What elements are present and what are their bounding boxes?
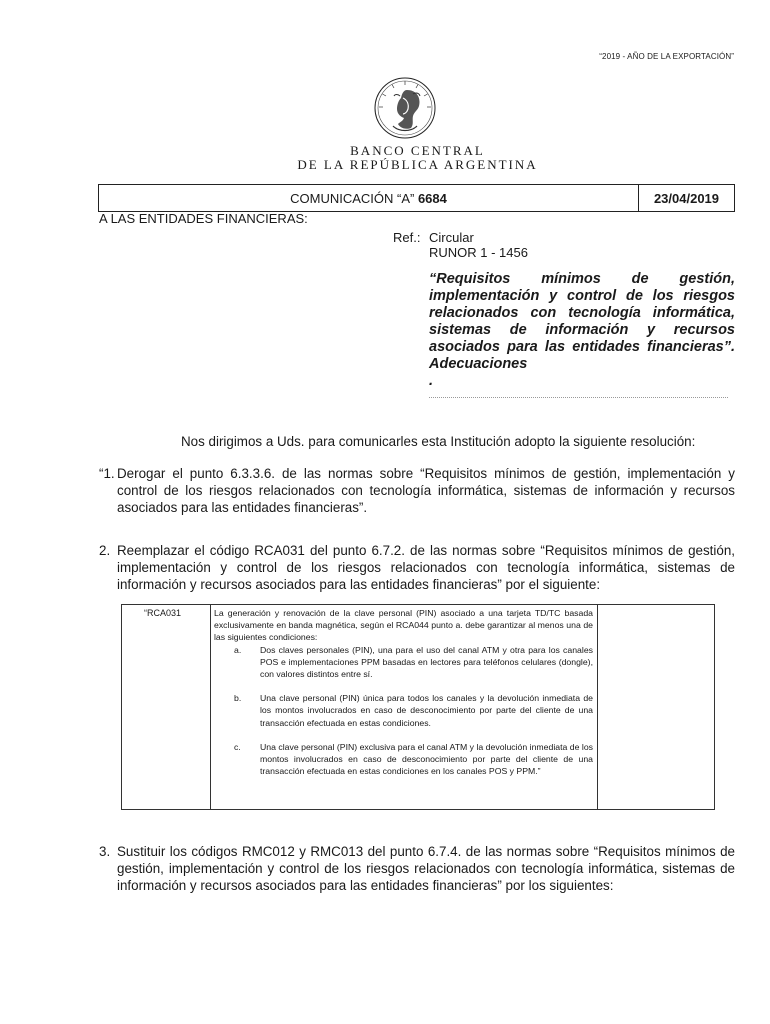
paragraph-text: Derogar el punto 6.3.3.6. de las normas sobre “Requisitos mínimos de gestión, implementación y control de los riesgos relacionados con tecnología informática, sistemas de información y recursos asociados para las entidades financieras”. — [117, 466, 735, 515]
reference-title — [429, 271, 735, 390]
table-description — [214, 607, 593, 777]
communication-label: COMUNICACIÓN “A” — [290, 191, 415, 206]
intro-text: Nos dirigimos a Uds. para comunicarles esta Institución adopto la siguiente resolución: — [181, 434, 696, 449]
option-letter: b. — [234, 693, 242, 704]
paragraph-text: Sustituir los códigos RMC012 y RMC013 del punto 6.7.4. de las normas sobre “Requisitos mínimos de gestión, implementación y control de los riesgos relacionados con tecnología informática, sistemas de información y recursos asociados para las entidades financieras” por los siguientes: — [117, 844, 735, 893]
table-code: “RCA031 — [144, 608, 182, 618]
option-text: Una clave personal (PIN) exclusiva para el canal ATM y la devolución inmediata de los montos involucrados en caso de desconocimiento por parte del cliente de una transacción efectuada en estas condiciones en los canales POS y PPM.” — [260, 741, 593, 777]
addressee: A LAS ENTIDADES FINANCIERAS: — [99, 211, 308, 226]
paragraph-1 — [99, 465, 735, 516]
paragraph-number: 3. — [99, 844, 111, 859]
paragraph-number: 2. — [99, 543, 111, 558]
reference-runor: RUNOR 1 - 1456 — [429, 245, 528, 260]
paragraph-text: Reemplazar el código RCA031 del punto 6.7.2. de las normas sobre “Requisitos mínimos de gestión, implementación y control de los riesgos relacionados con tecnología informática, sistemas de información y recursos asociados para las entidades financieras” por el siguiente: — [117, 543, 735, 592]
paragraph-3 — [99, 843, 735, 894]
option-text: Una clave personal (PIN) única para todos los canales y la devolución inmediata de los montos involucrados en caso de desconocimiento por parte del cliente de una transacción efectuada en estas condiciones. — [260, 693, 593, 728]
table-option-a — [234, 644, 593, 681]
rca031-table — [121, 604, 715, 810]
banco-central-seal-icon — [373, 76, 437, 140]
bank-name-line1: BANCO CENTRAL — [350, 143, 485, 158]
year-banner: “2019 - AÑO DE LA EXPORTACIÓN” — [599, 52, 734, 61]
option-letter: c. — [234, 741, 241, 752]
option-text: Dos claves personales (PIN), una para el uso del canal ATM y otra para los canales POS e implementaciones PPM basadas en lectores para teléfonos celulares (dongle), con valores distintos entre sí. — [260, 644, 593, 680]
bank-name-line2: DE LA REPÚBLICA ARGENTINA — [297, 157, 538, 172]
communication-number: 6684 — [417, 191, 447, 206]
communication-date: 23/04/2019 — [653, 191, 720, 206]
communication-box — [98, 184, 735, 212]
reference-label: Ref.: — [393, 230, 421, 245]
option-letter: a. — [234, 644, 242, 655]
communication-title — [99, 191, 638, 206]
table-lead-text: La generación y renovación de la clave personal (PIN) asociado a una tarjeta TD/TC basada exclusivamente en banda magnética, según el RCA044 punto a. debe garantizar al menos una de las siguientes condiciones: — [214, 608, 593, 643]
paragraph-number: “1. — [99, 466, 115, 481]
reference-divider — [429, 397, 728, 398]
reference-title-end: . — [429, 373, 434, 389]
table-option-b — [234, 692, 593, 729]
reference-circular: Circular — [429, 230, 474, 245]
reference-title-text: “Requisitos mínimos de gestión, implementación y control de los riesgos relacionados con tecnología informática, sistemas de información y recursos asociados para las entidades financieras”. Adecuaciones — [429, 271, 735, 372]
paragraph-2 — [99, 542, 735, 593]
table-option-c — [234, 741, 593, 778]
